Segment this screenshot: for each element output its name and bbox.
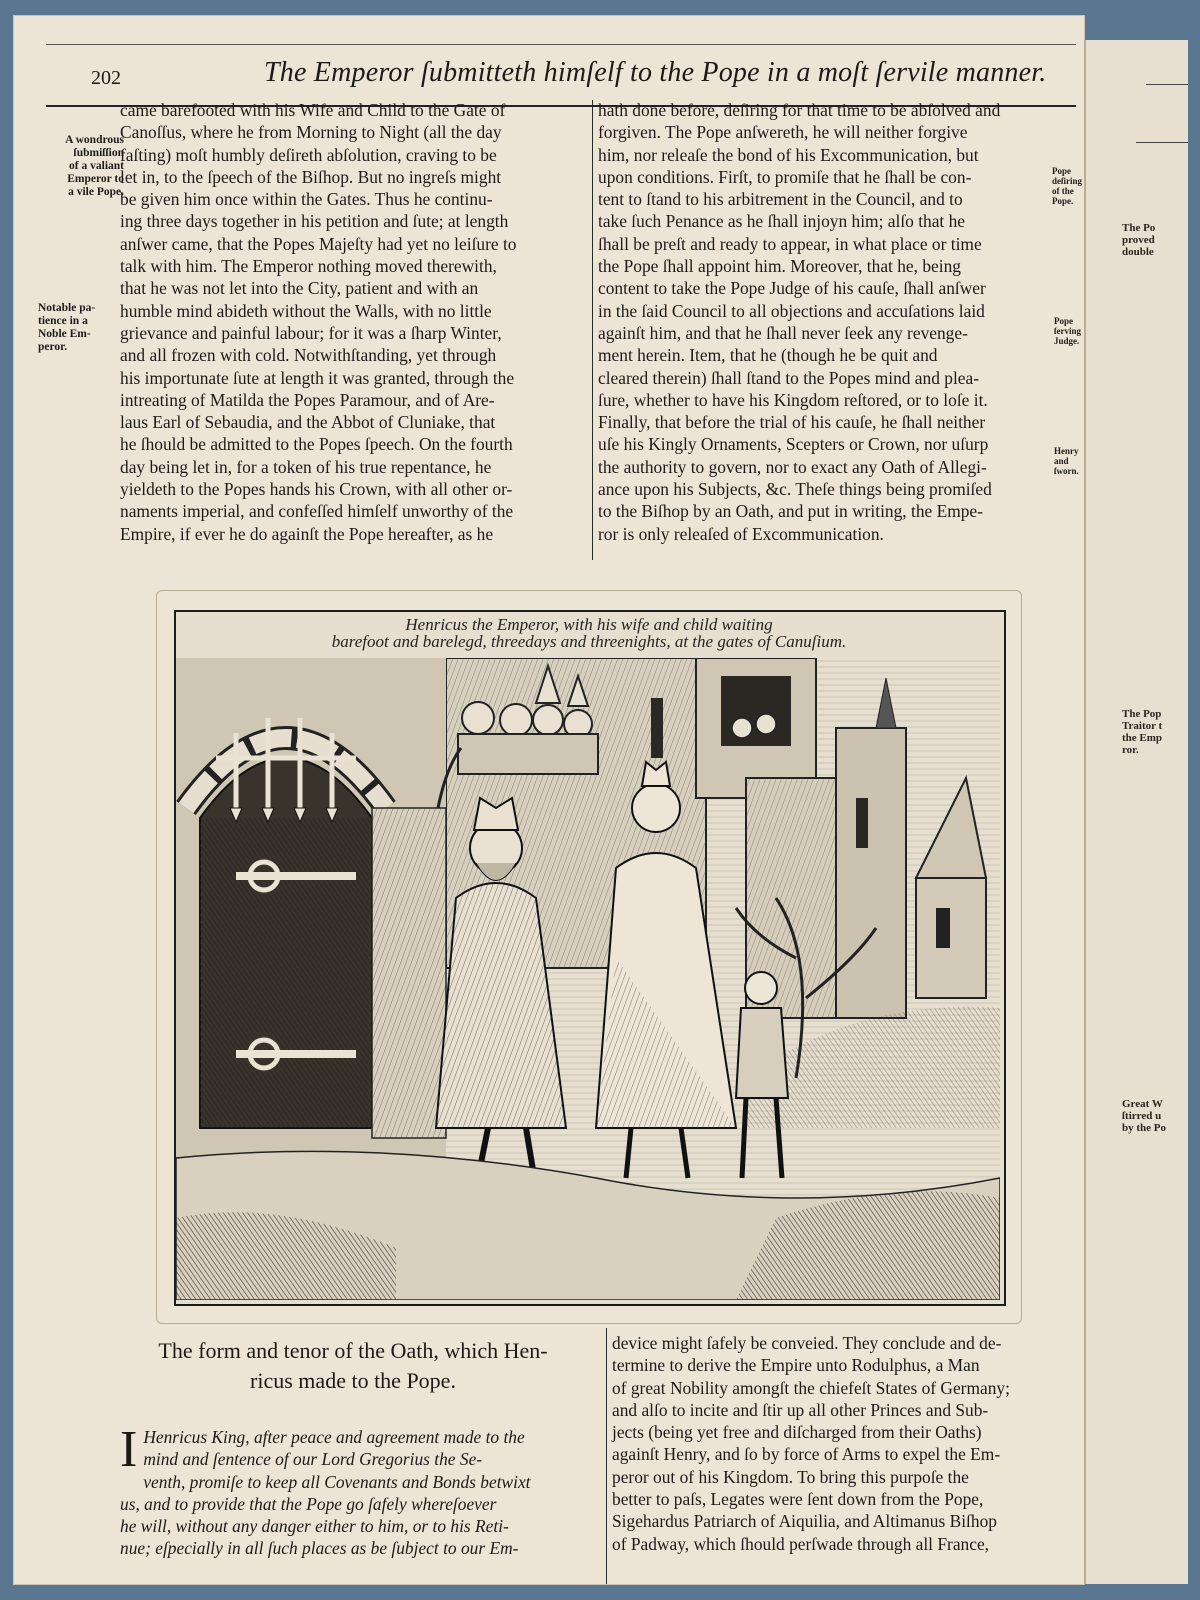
text-line: ment herein. Item, that he (though he be quit and: [598, 345, 938, 366]
text-line: ing three days together in his petition and ſute; at length: [120, 211, 509, 232]
drop-cap: I: [120, 1421, 138, 1478]
text-line: againſt Henry, and ſo by force of Arms to expel the Em-: [612, 1444, 1001, 1465]
facing-margin-note: The Po proved double: [1122, 222, 1156, 258]
page-number: 202: [91, 67, 121, 89]
text-line: and all frozen with cold. Notwithſtanding, yet through: [120, 345, 497, 366]
oath-line: he will, without any danger either to him, or to his Reti-: [120, 1516, 509, 1537]
column-divider-bottom: [606, 1328, 607, 1584]
text-line: take ſuch Penance as he ſhall injoyn him; alſo that he: [598, 211, 966, 232]
text-line: tent to ſtand to his arbitrement in the Council, and to: [598, 189, 963, 210]
text-line: Sigehardus Patriarch of Aiquilia, and Altimanus Biſhop: [612, 1511, 997, 1532]
text-line: Finally, that before the trial of his cauſe, he ſhall neither: [598, 412, 986, 433]
text-line: termine to derive the Empire unto Rodulphus, a Man: [612, 1355, 980, 1376]
facing-margin-note: Great W ſtirred u by the Po: [1122, 1098, 1166, 1134]
margin-note-right-2: Pope ſerving Judge.: [1054, 316, 1081, 346]
text-line: peror out of his Kingdom. To bring this purpoſe the: [612, 1466, 969, 1487]
text-line: forgiven. The Pope anſwereth, he will neither forgive: [598, 122, 968, 143]
oath-heading: [110, 1336, 596, 1396]
margin-note-submission: A wondrous ſubmiſſion of a valiant Emperor to a vile Pope.: [65, 134, 124, 198]
text-line: to the Biſhop by an Oath, and put in writing, the Empe-: [598, 501, 983, 522]
text-line: againſt him, and that he ſhall never ſeek any revenge-: [598, 322, 968, 343]
oath-line: nue; eſpecially in all ſuch places as be ſubject to our Em-: [120, 1538, 519, 1559]
text-line: content to take the Pope Judge of his cauſe, ſhall anſwer: [598, 278, 986, 299]
text-line: grievance and painful labour; for it was a ſharp Winter,: [120, 322, 502, 343]
text-line: that he was not let into the City, patient and with an: [120, 278, 479, 299]
caption-line-2: barefoot and barelegd, threedays and threenights, at the gates of Canuſium.: [331, 632, 847, 651]
book-page: [14, 16, 1084, 1584]
text-line: cleared therein) ſhall ſtand to the Popes mind and plea-: [598, 367, 980, 388]
text-line: jects (being yet free and diſcharged from their Oaths): [612, 1422, 982, 1443]
facing-page-rule: [1146, 84, 1188, 85]
oath-line: venth, promiſe to keep all Covenants and Bonds betwixt: [143, 1471, 531, 1492]
text-line: uſe his Kingly Ornaments, Scepters or Crown, nor uſurp: [598, 434, 989, 455]
text-line: him, nor releaſe the bond of his Excommunication, but: [598, 144, 979, 165]
text-line: ror is only releaſed of Excommunication.: [598, 523, 884, 544]
engraving-scene: [176, 658, 1000, 1300]
text-line: hath done before, deſiring for that time to be abſolved and: [598, 100, 1001, 120]
column-divider: [592, 100, 593, 560]
text-line: faſting) moſt humbly deſireth abſolution, craving to be: [120, 144, 497, 165]
text-line: his importunate ſute at length it was granted, through the: [120, 367, 515, 388]
margin-note-patience: Notable pa- tience in a Noble Em- peror.: [38, 302, 96, 353]
text-line: better to paſs, Legates were ſent down from the Pope,: [612, 1489, 984, 1510]
oath-heading-line-1: The form and tenor of the Oath, which Hen-: [158, 1338, 548, 1363]
text-line: Empire, if ever he do againſt the Pope hereafter, as he: [120, 523, 494, 544]
text-line: of great Nobility amongſt the chiefeſt States of Germany;: [612, 1377, 1010, 1398]
running-title: The Emperor ſubmitteth himſelf to the Pope in a moſt ſervile manner.: [264, 57, 1047, 88]
text-line: be given him once within the Gates. Thus he continu-: [120, 189, 493, 210]
margin-note-right-3: Henry and ſworn.: [1054, 446, 1079, 476]
caption-line-1: Henricus the Emperor, with his wife and child waiting: [405, 615, 773, 634]
text-line: Canoſſus, where he from Morning to Night (all the day: [120, 122, 502, 143]
text-line: let in, to the ſpeech of the Biſhop. But no ingreſs might: [120, 166, 502, 187]
oath-heading-line-2: ricus made to the Pope.: [250, 1368, 456, 1393]
facing-page-edge: [1084, 40, 1188, 1584]
text-line: ance upon his Subjects, &c. Theſe things being promiſed: [598, 479, 992, 500]
text-line: naments imperial, and confeſſed himſelf unworthy of the: [120, 501, 514, 522]
oath-line: Henricus King, after peace and agreement made to the: [143, 1427, 525, 1447]
text-line: in the ſaid Council to all objections and accuſations laid: [598, 300, 985, 321]
oath-line: us, and to provide that the Pope go ſafely whereſoever: [120, 1493, 497, 1514]
text-line: came barefooted with his Wife and Child to the Gate of: [120, 100, 506, 120]
text-column-right: [598, 99, 1050, 545]
engraving-caption: [194, 616, 984, 650]
text-line: ſhall be preſt and ready to appear, in what place or time: [598, 233, 982, 254]
text-line: day being let in, for a token of his true repentance, he: [120, 456, 492, 477]
oath-text: [120, 1421, 596, 1560]
text-line: humble mind abideth without the Walls, with no little: [120, 300, 492, 321]
text-line: of Padway, which ſhould perſwade through all France,: [612, 1533, 990, 1554]
text-line: yieldeth to the Popes hands his Crown, with all other or-: [120, 479, 513, 500]
margin-note-right-1: Pope deſiring of the Pope.: [1052, 166, 1083, 206]
running-head: [46, 44, 1076, 107]
engraving-illustration: [174, 610, 1006, 1306]
text-line: upon conditions. Firſt, to promiſe that he ſhall be con-: [598, 166, 972, 187]
text-line: ſure, whether to have his Kingdom reſtored, or to loſe it.: [598, 389, 988, 410]
text-line: he ſhould be admitted to the Popes ſpeech. On the fourth: [120, 434, 513, 455]
text-line: anſwer came, that the Popes Majeſty had yet no leiſure to: [120, 233, 517, 254]
text-line: the authority to govern, nor to exact any Oath of Allegi-: [598, 456, 987, 477]
facing-margin-note: The Pop Traitor t the Emp ror.: [1122, 708, 1163, 756]
text-column-left: [120, 99, 588, 545]
text-line: and alſo to incite and ſtir up all other Princes and Sub-: [612, 1399, 989, 1420]
text-line: the Pope ſhall appoint him. Moreover, that he, being: [598, 256, 961, 277]
facing-page-rule: [1136, 142, 1188, 143]
text-column-right-bottom: [612, 1332, 1062, 1555]
text-line: laus Earl of Sebaudia, and the Abbot of Cluniake, that: [120, 412, 496, 433]
text-line: device might ſafely be conveied. They conclude and de-: [612, 1333, 1002, 1353]
text-line: talk with him. The Emperor nothing moved therewith,: [120, 256, 497, 277]
text-line: intreating of Matilda the Popes Paramour, and of Are-: [120, 389, 495, 410]
oath-line: mind and ſentence of our Lord Gregorius the Se-: [143, 1449, 483, 1470]
